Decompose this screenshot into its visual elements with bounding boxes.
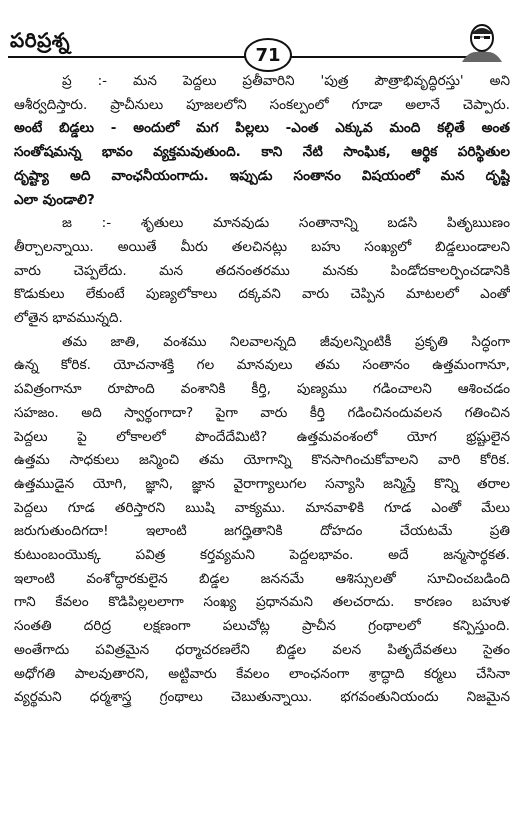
- text-line: అధోగతి పాలవుతారని, అట్టివారు కేవలం లాంఛనంగా శ్రాద్ధాది కర్మలు చేసినా: [14, 665, 510, 682]
- text-line: ఉత్తముడైన యోగి, జ్ఞాని, జ్ఞాన వైరాగ్యాలుగల సన్యాసి జన్మిస్తే కొన్ని తరాల: [14, 475, 510, 492]
- text-line: జరుగుతుందిగదా! ఇలాంటి జగద్హితానికి దోహదం చేయటమే ప్రతి: [14, 523, 510, 540]
- page-number: 71: [244, 38, 292, 72]
- article-body: [14, 70, 510, 710]
- text-line: జ :- శృతులు మానవుడు సంతానాన్ని బడసి పితృఋణం: [62, 215, 510, 232]
- book-title: పరిప్రశ్న: [10, 28, 71, 52]
- text-line: వారు చెప్పలేదు. మన తదనంతరము మనకు పిండోదకాలర్పించడానికి: [14, 262, 510, 279]
- text-line: అంటే బిడ్డలు - అందులో మగ పిల్లలు -ఎంత ఎక్కువ మంది కల్గితే అంత: [14, 120, 510, 137]
- text-line: సంతతి దరిద్ర లక్షణంగా పలుచోట్ల ప్రాచీన గ్రంథాలలో కన్పిస్తుంది.: [14, 618, 510, 635]
- text-line: ఉత్తమ సాధకులు జన్మించి తమ యోగాన్ని కొనసాగించుకోవాలని వారి కోరిక.: [14, 452, 510, 469]
- text-line: కొడుకులు లేకుంటే పుణ్యలోకాలు దక్కవని వారు చెప్పిన మాటలలో ఎంతో: [14, 286, 510, 303]
- text-line: దృష్ట్యా అది వాంఛనీయంగాదు. ఇప్పుడు సంతానం విషయంలో మన దృష్టి: [14, 167, 510, 184]
- text-line: ఆశీర్వదిస్తారు. ప్రాచీనులు పూజలలోని సంకల్పంలో గూడా అలానే చెప్పారు.: [14, 96, 510, 113]
- text-line: సంతోషమన్న భావం వ్యక్తమవుతుంది. కాని నేటి సాంఘిక, ఆర్థిక పరిస్థితుల: [14, 144, 510, 161]
- text-line: పవిత్రంగానూ రూపొంది వంశానికి కీర్తి, పుణ్యము గడించాలని ఆశించడం: [14, 381, 510, 398]
- text-line: ఉన్న కోరిక. యోచనాశక్తి గల మానవులు తమ సంతానం ఉత్తమంగానూ,: [14, 357, 510, 374]
- text-line: ఇలాంటి వంశోద్ధారకులైన బిడ్డల జననమే ఆశిస్సులతో సూచించబడింది: [14, 570, 510, 587]
- text-line: పెద్దలు గూడ తరిస్తారని ఋషి వాక్యము. మానవాళికి గూడ ఎంతో మేలు: [14, 499, 510, 516]
- text-line: వ్యర్థమని ధర్మశాస్త్ర గ్రంథాలు చెబుతున్నాయి. భగవంతునియందు నిజమైన: [14, 689, 510, 706]
- text-line: తీర్చాలన్నాయి. అయితే మీరు తలచినట్లు బహు సంఖ్యలో బిడ్డలుండాలని: [14, 238, 510, 255]
- text-line: తమ జాతి, వంశము నిలవాలన్నది జీవులన్నింటికీ ప్రకృతి సిద్ధంగా: [62, 333, 510, 350]
- text-line: ఎలా వుండాలి?: [14, 191, 95, 208]
- text-line: సహజం. అది స్వార్థంగాదా? పైగా వారు కీర్తి గడించినందువలన గతించిన: [14, 404, 510, 421]
- text-line: ప్ర :- మన పెద్దలు ప్రతీవారిని 'పుత్ర పౌత్రాభివృద్ధిరస్తు' అని: [62, 73, 510, 89]
- author-portrait-icon: [458, 22, 506, 62]
- text-line: గాని కేవలం కొడిపిల్లలలాగా సంఖ్య ప్రధానమని తలచరాదు. కారణం బహుళ: [14, 594, 510, 611]
- text-line: అంతేగాదు పవిత్రమైన ధర్మాచరణలేని బిడ్డల వలన పితృదేవతలు సైతం: [14, 641, 510, 658]
- page-header: [0, 0, 520, 66]
- text-line: కుటుంబంయొక్క పవిత్ర కర్తవ్యమని పెద్దలభావం. అదే జన్మసార్థకత.: [14, 547, 510, 564]
- text-line: లోతైన భావమున్నది.: [14, 310, 123, 327]
- text-line: పెద్దలు పై లోకాలలో పొందేదేమిటి? ఉత్తమవంశంలో యోగ భ్రష్టులైన: [14, 428, 510, 445]
